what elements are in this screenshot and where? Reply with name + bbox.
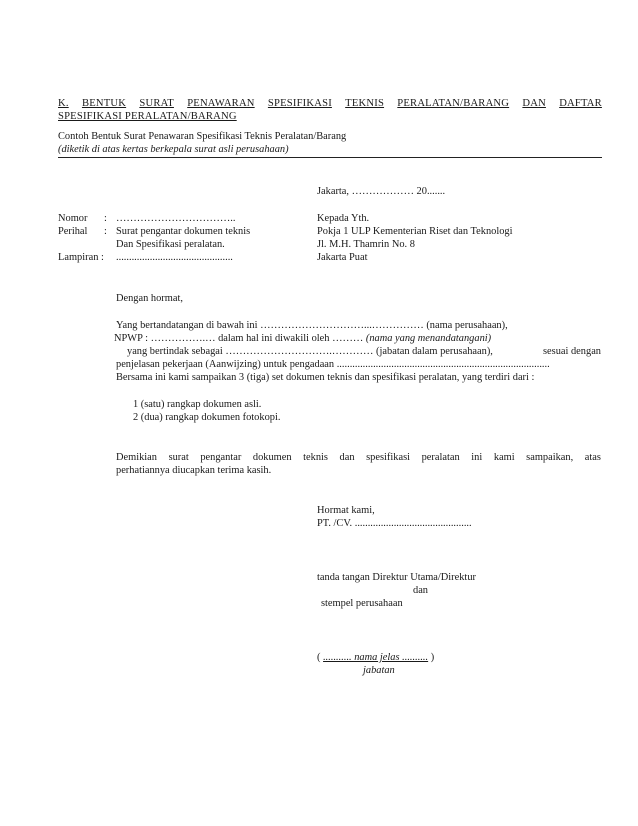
recipient-line-4: Jakarta Puat: [317, 252, 368, 263]
paragraph-1-line-3: [127, 345, 601, 358]
paragraph-1-line-4: penjelasan pekerjaan (Aanwijzing) untuk pengadaan ..................................................................................: [116, 359, 550, 370]
closing-word: peralatan: [421, 452, 460, 463]
section-title-line-2: SPESIFIKASI PERALATAN/BARANG: [58, 111, 237, 122]
subtitle-note: (diketik di atas kertas berkepala surat asli perusahaan): [58, 144, 289, 155]
perihal-value-1: Surat pengantar dokumen teknis: [116, 226, 251, 237]
paragraph-1-line-5: Bersama ini kami sampaikan 3 (tiga) set dokumen teknis dan spesifikasi peralatan, yang terdiri dari :: [116, 372, 535, 383]
position-text: yang bertindak sebagai ………………………….………… (jabatan dalam perusahaan),: [127, 346, 493, 357]
closing-word: kami: [493, 452, 515, 463]
closing-word: spesifikasi: [366, 452, 411, 463]
nomor-value: ……………………………..: [116, 213, 236, 224]
closing-word: teknis: [303, 452, 328, 463]
lampiran-label: Lampiran :: [58, 252, 104, 263]
name-close: ): [428, 652, 435, 663]
subtitle: Contoh Bentuk Surat Penawaran Spesifikasi Teknis Peralatan/Barang: [58, 131, 347, 142]
list-item-2: 2 (dua) rangkap dokumen fotokopi.: [133, 412, 281, 423]
recipient-line-3: Jl. M.H. Thamrin No. 8: [317, 239, 415, 250]
name-open: (: [317, 652, 324, 663]
closing-word: dokumen: [252, 452, 292, 463]
nomor-label: Nomor: [58, 213, 88, 224]
title-word: PENAWARAN: [187, 98, 255, 109]
nomor-colon: :: [104, 213, 107, 224]
closing-word: ini: [471, 452, 483, 463]
recipient-line-1: Kepada Yth.: [317, 213, 370, 224]
signer-note: (nama yang menandatangani): [365, 333, 492, 344]
date-line: Jakarta, ……………… 20.......: [317, 186, 446, 197]
lampiran-value: .............................................: [116, 252, 233, 263]
closing-word: sampaikan,: [526, 452, 574, 463]
paragraph-1-line-2: [114, 332, 491, 345]
npwp-text: NPWP : …………….… dalam hal ini diwakili oleh ………: [114, 333, 366, 344]
signature-line-3: stempel perusahaan: [321, 598, 403, 609]
title-word: SPESIFIKASI: [267, 98, 332, 109]
section-title: [58, 97, 602, 123]
closing-line-2: PT. /CV. .............................................: [317, 518, 472, 529]
perihal-label: Perihal: [58, 226, 88, 237]
list-item-1: 1 (satu) rangkap dokumen asli.: [133, 399, 262, 410]
name-line: [317, 651, 434, 664]
recipient-line-2: Pokja 1 ULP Kementerian Riset dan Teknologi: [317, 226, 513, 237]
closing-word: surat: [168, 452, 189, 463]
closing-word: Demikian: [116, 452, 157, 463]
title-word: PERALATAN/BARANG: [397, 98, 510, 109]
closing-word: pengantar: [200, 452, 242, 463]
paragraph-2-line-1: [116, 451, 601, 464]
header-rule: [58, 157, 602, 158]
paragraph-2-line-2: perhatiannya diucapkan terima kasih.: [116, 465, 272, 476]
title-word: SURAT: [139, 98, 174, 109]
name-placeholder: ........... nama jelas ..........: [323, 652, 429, 663]
greeting: Dengan hormat,: [116, 293, 183, 304]
section-letter: K.: [58, 98, 69, 109]
title-word: DAN: [522, 98, 546, 109]
perihal-value-2: Dan Spesifikasi peralatan.: [116, 239, 225, 250]
title-word: BENTUK: [81, 98, 127, 109]
signature-line-2: dan: [413, 585, 429, 596]
section-title-line-1: [58, 97, 602, 110]
position-title: jabatan: [363, 665, 395, 676]
closing-word: dan: [339, 452, 355, 463]
perihal-colon: :: [104, 226, 107, 237]
title-word: DAFTAR: [559, 98, 602, 109]
position-tail: sesuai dengan: [543, 346, 601, 357]
closing-word: atas: [584, 452, 601, 463]
title-word: TEKNIS: [345, 98, 385, 109]
closing-line-1: Hormat kami,: [317, 505, 375, 516]
paragraph-1-line-1: Yang bertandatangan di bawah ini …………………………...…………… (nama perusahaan),: [116, 320, 508, 331]
signature-line-1: tanda tangan Direktur Utama/Direktur: [317, 572, 476, 583]
